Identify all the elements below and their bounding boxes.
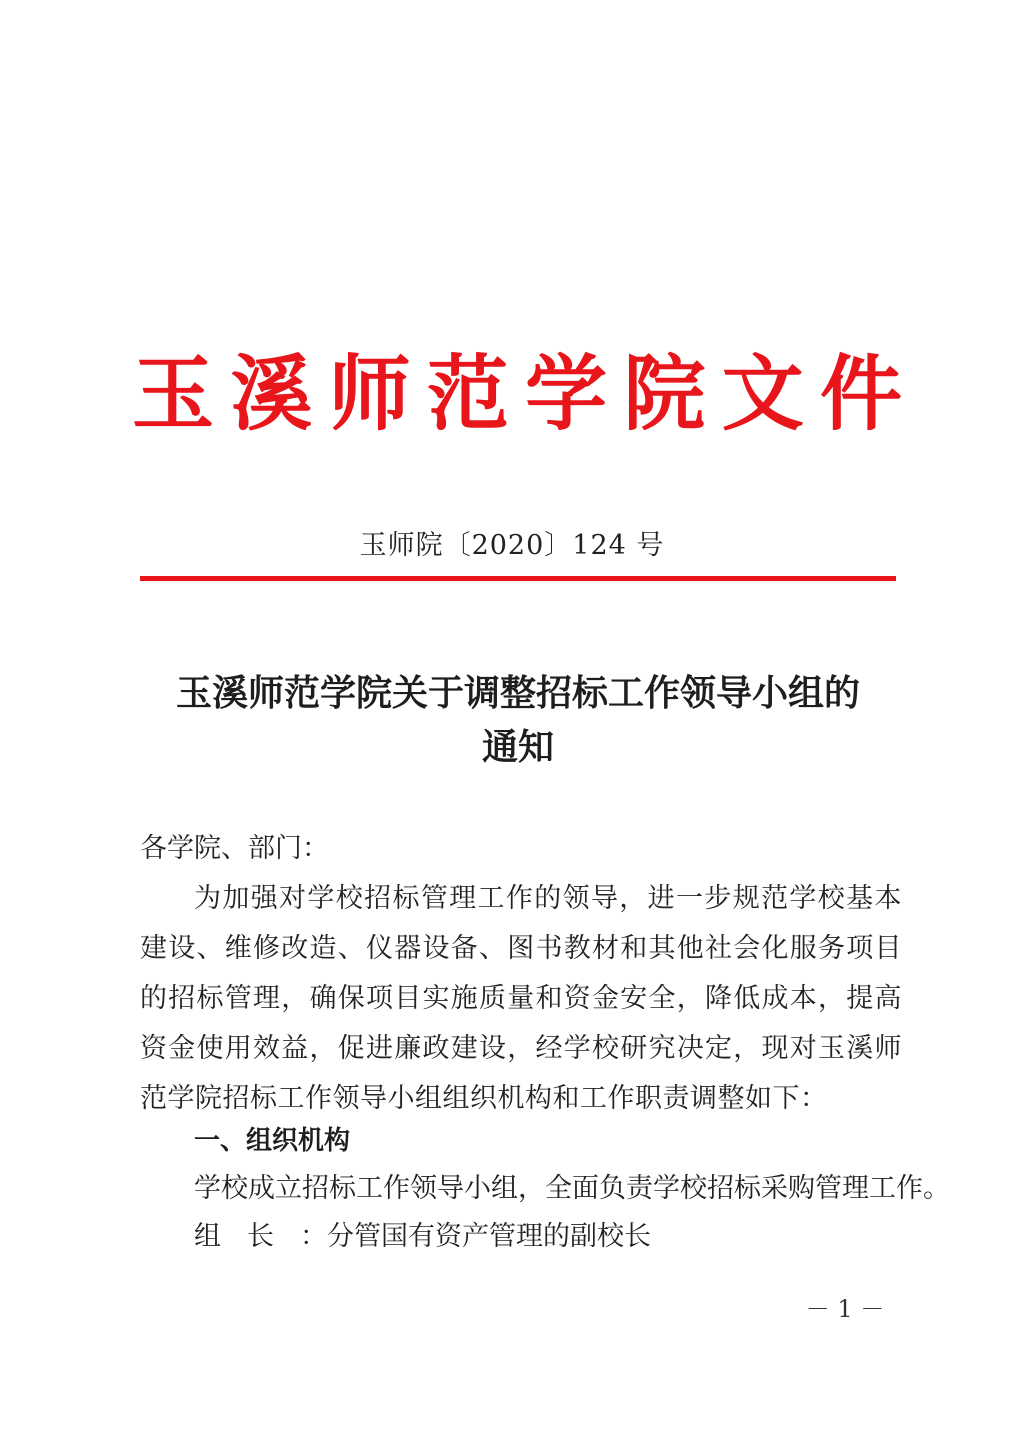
header-char: 院: [623, 347, 706, 442]
header-char: 溪: [230, 347, 313, 442]
section-text: 学校成立招标工作领导小组，全面负责学校招标采购管理工作。: [194, 1173, 950, 1204]
header-char: 师: [328, 347, 411, 442]
salutation: 各学院、部门：: [140, 833, 329, 864]
red-divider-line: [140, 576, 896, 581]
red-header-title: [132, 340, 902, 450]
header-char: 件: [819, 347, 902, 442]
header-char: 玉: [132, 347, 215, 442]
page-number: － 1 －: [805, 1295, 885, 1323]
title-line-2: 通知: [481, 726, 554, 768]
leader-value: 分管国有资产管理的副校长: [327, 1221, 651, 1252]
document-title: [140, 666, 896, 774]
leader-separator: ：: [300, 1221, 327, 1252]
body-paragraph: 为加强对学校招标管理工作的领导，进一步规范学校基本建设、维修改造、仪器设备、图书教材和其他社会化服务项目的招标管理，确保项目实施质量和资金安全，降低成本，提高资金使用效益，促进廉政建设，经学校研究决定，现对玉溪师范学院招标工作领导小组组织机构和工作职责调整如下：: [140, 883, 902, 1114]
section-heading: 一、组织机构: [194, 1126, 351, 1156]
header-char: 范: [426, 347, 509, 442]
header-char: 学: [525, 347, 608, 442]
header-char: 文: [721, 347, 804, 442]
document-number: 玉师院〔2020〕124 号: [359, 530, 665, 561]
leader-line: [194, 1212, 651, 1262]
title-line-1: 玉溪师范学院关于调整招标工作领导小组的: [175, 672, 860, 714]
leader-role-label: 组长: [194, 1221, 300, 1252]
